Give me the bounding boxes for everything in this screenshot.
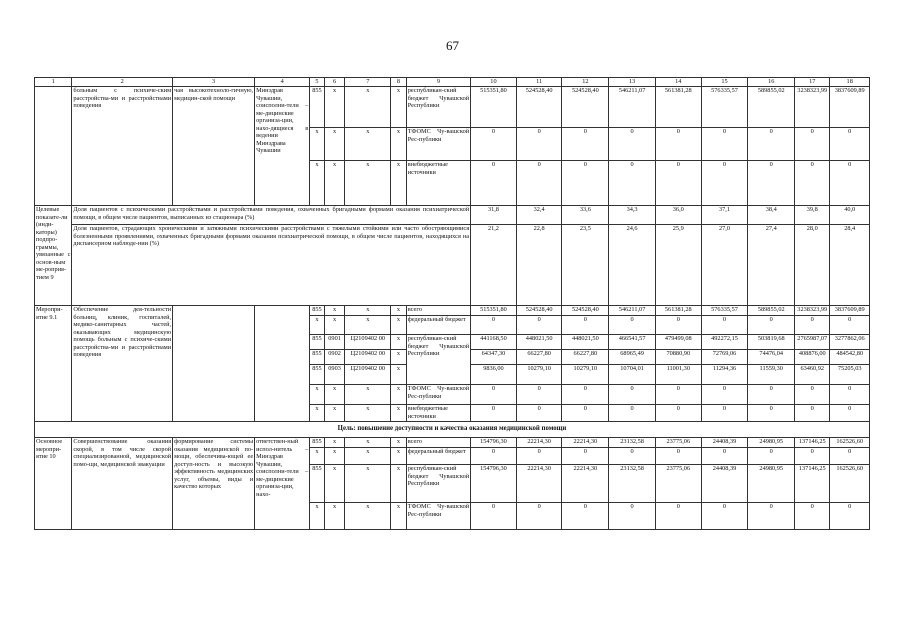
amount-cell: 0 xyxy=(471,161,517,206)
empty-cell xyxy=(173,306,255,422)
amount-cell: 23775,06 xyxy=(655,438,701,448)
goal-heading: Цель: повышение доступности и качества оказания медицинской помощи xyxy=(35,422,870,438)
amount-cell: 0 xyxy=(471,503,517,530)
code-cell: х xyxy=(345,87,391,128)
amount-cell: 0 xyxy=(471,385,517,405)
code-cell: х xyxy=(345,438,391,448)
amount-cell: 0 xyxy=(655,385,701,405)
indicator-value: 28,4 xyxy=(830,225,870,306)
amount-cell: 3277862,06 xyxy=(830,335,870,350)
page-number: 67 xyxy=(446,38,459,53)
code-cell: х xyxy=(345,128,391,161)
code-cell: х xyxy=(391,87,407,128)
source-cell: всего xyxy=(406,438,470,448)
code-cell: 855 xyxy=(310,465,325,503)
code-cell: х xyxy=(345,465,391,503)
amount-cell: 162526,60 xyxy=(830,465,870,503)
indicator-value: 31,8 xyxy=(471,206,517,225)
amount-cell: 524528,40 xyxy=(562,306,609,316)
code-cell: х xyxy=(310,448,325,465)
indicator-row xyxy=(35,225,870,306)
code-cell: х xyxy=(310,503,325,530)
code-cell: х xyxy=(345,385,391,405)
column-header: 10 xyxy=(471,78,517,87)
amount-cell: 0 xyxy=(609,161,656,206)
amount-cell: 0 xyxy=(516,405,562,422)
code-cell: х xyxy=(324,448,345,465)
table-row xyxy=(35,438,870,448)
code-cell: х xyxy=(345,405,391,422)
amount-cell: 0 xyxy=(701,161,748,206)
amount-cell: 2765987,07 xyxy=(795,335,830,350)
amount-cell: 137146,25 xyxy=(795,465,830,503)
amount-cell: 0 xyxy=(516,128,562,161)
column-header: 9 xyxy=(406,78,470,87)
measure-name: Обеспечение дея-тельности больниц, клиник, госпиталей, медико-санитарных частей, оказывающих медицинскую помощь больным с психиче-скими расстройства-ми и расстройствами поведения xyxy=(72,306,173,422)
code-cell: 855 xyxy=(310,438,325,448)
amount-cell: 3837609,89 xyxy=(830,87,870,128)
measure-name: Совершенствование оказания скорой, в том числе скорой специализированной, медицинской помо-щи, медицинской эвакуации xyxy=(72,438,173,530)
indicator-value: 21,2 xyxy=(471,225,517,306)
code-cell: х xyxy=(324,405,345,422)
measure-goal: чая высокотехноло-гичную, медицин-ской помощи xyxy=(173,87,255,206)
amount-cell: 0 xyxy=(795,448,830,465)
amount-cell: 0 xyxy=(701,385,748,405)
code-cell: 0903 xyxy=(324,365,345,385)
amount-cell: 0 xyxy=(748,128,795,161)
column-header: 15 xyxy=(701,78,748,87)
indicator-value: 28,0 xyxy=(795,225,830,306)
amount-cell: 22214,30 xyxy=(562,438,609,448)
code-cell: 855 xyxy=(310,335,325,350)
code-cell: х xyxy=(391,128,407,161)
amount-cell: 589855,02 xyxy=(748,306,795,316)
measure-name: больным с психиче-ским расстройства-ми и расстройствами поведения xyxy=(72,87,173,206)
indicator-value: 33,6 xyxy=(562,206,609,225)
amount-cell: 0 xyxy=(562,385,609,405)
code-cell: х xyxy=(345,316,391,335)
amount-cell: 66227,80 xyxy=(516,350,562,365)
amount-cell: 0 xyxy=(562,161,609,206)
amount-cell: 22214,30 xyxy=(516,438,562,448)
amount-cell: 546211,07 xyxy=(609,87,656,128)
indicator-text: Доля пациентов с психическими расстройствами и расстройствами поведения, охваченных бригадными формами оказания психиатрической помощи, в общем числе пациентов, выписанных из стационара (%) xyxy=(72,206,471,225)
amount-cell: 515351,80 xyxy=(471,306,517,316)
source-cell: федеральный бюджет xyxy=(406,448,470,465)
code-cell: х xyxy=(391,405,407,422)
header-row xyxy=(35,78,870,87)
code-cell: х xyxy=(324,385,345,405)
amount-cell: 0 xyxy=(655,316,701,335)
measure-label: Основное меропри-ятие 10 xyxy=(35,438,72,530)
amount-cell: 154796,30 xyxy=(471,438,517,448)
code-cell: х xyxy=(310,128,325,161)
amount-cell: 0 xyxy=(609,448,656,465)
source-cell: всего xyxy=(406,306,470,316)
executor-cell: ответствен-ный испол-нитель – Минздрав Чувашии, соисполни-тели – ме-дицинские организа-ции, нахо- xyxy=(255,438,310,530)
amount-cell: 0 xyxy=(748,316,795,335)
column-header: 16 xyxy=(748,78,795,87)
indicator-value: 39,8 xyxy=(795,206,830,225)
code-cell: х xyxy=(310,161,325,206)
table-row xyxy=(35,87,870,128)
amount-cell: 0 xyxy=(471,448,517,465)
amount-cell: 576335,57 xyxy=(701,306,748,316)
code-cell: 855 xyxy=(310,306,325,316)
amount-cell: 546211,07 xyxy=(609,306,656,316)
indicator-value: 23,5 xyxy=(562,225,609,306)
amount-cell: 0 xyxy=(516,503,562,530)
source-cell: республикан-ский бюджет Чувашской Республики xyxy=(406,465,470,503)
code-cell: 855 xyxy=(310,350,325,365)
amount-cell: 11294,36 xyxy=(701,365,748,385)
amount-cell: 72769,06 xyxy=(701,350,748,365)
amount-cell: 0 xyxy=(655,448,701,465)
code-cell: х xyxy=(324,306,345,316)
amount-cell: 0 xyxy=(830,161,870,206)
amount-cell: 524528,40 xyxy=(562,87,609,128)
amount-cell: 24980,95 xyxy=(748,438,795,448)
amount-cell: 0 xyxy=(516,161,562,206)
amount-cell: 0 xyxy=(655,161,701,206)
amount-cell: 0 xyxy=(655,503,701,530)
indicator-value: 38,4 xyxy=(748,206,795,225)
source-cell: ТФОМС Чу-вашской Рес-публики xyxy=(406,503,470,530)
amount-cell: 11559,30 xyxy=(748,365,795,385)
amount-cell: 10704,01 xyxy=(609,365,656,385)
amount-cell: 0 xyxy=(609,385,656,405)
amount-cell: 0 xyxy=(795,316,830,335)
code-cell: х xyxy=(324,87,345,128)
code-cell: х xyxy=(324,438,345,448)
code-cell: х xyxy=(391,365,407,385)
amount-cell: 561381,28 xyxy=(655,306,701,316)
amount-cell: 466541,57 xyxy=(609,335,656,350)
amount-cell: 0 xyxy=(701,316,748,335)
amount-cell: 0 xyxy=(795,385,830,405)
empty-cell xyxy=(35,87,72,206)
amount-cell: 515351,80 xyxy=(471,87,517,128)
amount-cell: 524528,40 xyxy=(516,306,562,316)
column-header: 6 xyxy=(324,78,345,87)
amount-cell: 589855,02 xyxy=(748,87,795,128)
amount-cell: 68965,49 xyxy=(609,350,656,365)
amount-cell: 448021,50 xyxy=(516,335,562,350)
column-header: 2 xyxy=(72,78,173,87)
amount-cell: 0 xyxy=(795,405,830,422)
source-cell: ТФОМС Чу-вашской Рес-публики xyxy=(406,385,470,405)
amount-cell: 63460,92 xyxy=(795,365,830,385)
code-cell: Ц2109402 00 xyxy=(345,350,391,365)
code-cell: х xyxy=(391,385,407,405)
amount-cell: 3238323,99 xyxy=(795,87,830,128)
code-cell: х xyxy=(324,465,345,503)
amount-cell: 0 xyxy=(830,503,870,530)
amount-cell: 561381,28 xyxy=(655,87,701,128)
code-cell: х xyxy=(391,503,407,530)
column-header: 7 xyxy=(345,78,391,87)
amount-cell: 0 xyxy=(609,503,656,530)
amount-cell: 0 xyxy=(516,316,562,335)
indicator-value: 32,4 xyxy=(516,206,562,225)
source-cell: федеральный бюджет xyxy=(406,316,470,335)
column-header: 5 xyxy=(310,78,325,87)
indicator-text: Доля пациентов, страдающих хроническими и затяжными психическими расстройствами с тяжелыми стойкими или часто обостряющимися болезненными проявлениями, охваченных бригадными формами оказания психиатрической помощи, в общем числе пациентов, находящихся на диспансерном наблюде-нии (%) xyxy=(72,225,471,306)
source-cell: республикан-ский бюджет Чувашской Республики xyxy=(406,335,470,385)
code-cell: х xyxy=(391,161,407,206)
amount-cell: 0 xyxy=(516,385,562,405)
amount-cell: 0 xyxy=(748,448,795,465)
column-header: 3 xyxy=(173,78,255,87)
indicator-value: 40,0 xyxy=(830,206,870,225)
amount-cell: 484542,80 xyxy=(830,350,870,365)
indicator-value: 22,8 xyxy=(516,225,562,306)
amount-cell: 10279,10 xyxy=(516,365,562,385)
code-cell: х xyxy=(391,316,407,335)
amount-cell: 162526,60 xyxy=(830,438,870,448)
column-header: 11 xyxy=(516,78,562,87)
amount-cell: 23132,58 xyxy=(609,438,656,448)
executor-cell: Минздрав Чувашии, соисполни-тели – ме-дицинские организа-ции, нахо-дящиеся в ведении Минздрава Чувашии xyxy=(255,87,310,206)
code-cell: х xyxy=(310,405,325,422)
goal-row xyxy=(35,422,870,438)
table-row xyxy=(35,306,870,316)
amount-cell: 0 xyxy=(830,128,870,161)
amount-cell: 0 xyxy=(609,128,656,161)
amount-cell: 9836,00 xyxy=(471,365,517,385)
amount-cell: 74476,04 xyxy=(748,350,795,365)
indicator-value: 36,0 xyxy=(655,206,701,225)
amount-cell: 0 xyxy=(830,385,870,405)
amount-cell: 576335,57 xyxy=(701,87,748,128)
code-cell: х xyxy=(324,161,345,206)
amount-cell: 0 xyxy=(701,405,748,422)
amount-cell: 408876,00 xyxy=(795,350,830,365)
column-header: 18 xyxy=(830,78,870,87)
code-cell: х xyxy=(310,316,325,335)
amount-cell: 0 xyxy=(830,448,870,465)
indicator-value: 34,3 xyxy=(609,206,656,225)
amount-cell: 24408,39 xyxy=(701,465,748,503)
amount-cell: 11001,30 xyxy=(655,365,701,385)
amount-cell: 0 xyxy=(795,503,830,530)
amount-cell: 492272,15 xyxy=(701,335,748,350)
code-cell: х xyxy=(345,161,391,206)
code-cell: х xyxy=(345,448,391,465)
target-label: Целевые показате-ли (инди-каторы) подпро-граммы, увязанные с основ-ным ме-роприя-тием 9 xyxy=(35,206,72,306)
amount-cell: 0 xyxy=(795,161,830,206)
amount-cell: 0 xyxy=(471,316,517,335)
amount-cell: 0 xyxy=(830,316,870,335)
code-cell: х xyxy=(391,350,407,365)
amount-cell: 0 xyxy=(795,128,830,161)
empty-cell xyxy=(255,306,310,422)
amount-cell: 0 xyxy=(701,448,748,465)
column-header: 1 xyxy=(35,78,72,87)
column-header: 13 xyxy=(609,78,656,87)
amount-cell: 0 xyxy=(701,503,748,530)
indicator-row xyxy=(35,206,870,225)
amount-cell: 23132,58 xyxy=(609,465,656,503)
amount-cell: 3837609,89 xyxy=(830,306,870,316)
source-cell: внебюджетные источники xyxy=(406,405,470,422)
amount-cell: 0 xyxy=(562,316,609,335)
amount-cell: 10279,10 xyxy=(562,365,609,385)
amount-cell: 0 xyxy=(562,405,609,422)
indicator-value: 27,0 xyxy=(701,225,748,306)
amount-cell: 64347,30 xyxy=(471,350,517,365)
code-cell: х xyxy=(324,503,345,530)
code-cell: 855 xyxy=(310,365,325,385)
code-cell: 0901 xyxy=(324,335,345,350)
code-cell: х xyxy=(324,316,345,335)
amount-cell: 503819,68 xyxy=(748,335,795,350)
code-cell: х xyxy=(391,448,407,465)
indicator-value: 27,4 xyxy=(748,225,795,306)
amount-cell: 154796,30 xyxy=(471,465,517,503)
amount-cell: 0 xyxy=(562,448,609,465)
amount-cell: 524528,40 xyxy=(516,87,562,128)
column-header: 17 xyxy=(795,78,830,87)
amount-cell: 0 xyxy=(655,128,701,161)
amount-cell: 0 xyxy=(830,405,870,422)
code-cell: х xyxy=(391,335,407,350)
amount-cell: 22214,30 xyxy=(516,465,562,503)
column-header: 4 xyxy=(255,78,310,87)
amount-cell: 479499,08 xyxy=(655,335,701,350)
code-cell: х xyxy=(391,306,407,316)
code-cell: 855 xyxy=(310,87,325,128)
amount-cell: 0 xyxy=(748,503,795,530)
amount-cell: 0 xyxy=(562,503,609,530)
amount-cell: 0 xyxy=(609,405,656,422)
source-cell: внебюджетные источники xyxy=(406,161,470,206)
budget-table xyxy=(34,77,870,530)
source-cell: ТФОМС Чу-вашской Рес-публики xyxy=(406,128,470,161)
code-cell: Ц2109402 00 xyxy=(345,335,391,350)
amount-cell: 0 xyxy=(655,405,701,422)
amount-cell: 0 xyxy=(609,316,656,335)
amount-cell: 441168,50 xyxy=(471,335,517,350)
column-header: 12 xyxy=(562,78,609,87)
amount-cell: 0 xyxy=(471,405,517,422)
amount-cell: 137146,25 xyxy=(795,438,830,448)
amount-cell: 0 xyxy=(471,128,517,161)
measure-label: Меропри-ятие 9.1 xyxy=(35,306,72,422)
code-cell: х xyxy=(391,438,407,448)
amount-cell: 448021,50 xyxy=(562,335,609,350)
amount-cell: 66227,80 xyxy=(562,350,609,365)
indicator-value: 25,9 xyxy=(655,225,701,306)
amount-cell: 0 xyxy=(748,161,795,206)
code-cell: х xyxy=(345,503,391,530)
indicator-value: 37,1 xyxy=(701,206,748,225)
amount-cell: 24408,39 xyxy=(701,438,748,448)
amount-cell: 0 xyxy=(748,405,795,422)
amount-cell: 22214,30 xyxy=(562,465,609,503)
code-cell: х xyxy=(391,465,407,503)
amount-cell: 3238323,99 xyxy=(795,306,830,316)
amount-cell: 0 xyxy=(562,128,609,161)
amount-cell: 0 xyxy=(701,128,748,161)
amount-cell: 23775,06 xyxy=(655,465,701,503)
amount-cell: 24980,95 xyxy=(748,465,795,503)
indicator-value: 24,6 xyxy=(609,225,656,306)
amount-cell: 75205,03 xyxy=(830,365,870,385)
amount-cell: 70880,90 xyxy=(655,350,701,365)
code-cell: х xyxy=(310,385,325,405)
measure-goal: формирование системы оказания медицинской по-мощи, обеспечива-ющей ее доступ-ность и высокую эффективность медицинских услуг, объемы, виды и качество которых xyxy=(173,438,255,530)
source-cell: республикан-ский бюджет Чувашской Республики xyxy=(406,87,470,128)
code-cell: х xyxy=(324,128,345,161)
code-cell: 0902 xyxy=(324,350,345,365)
code-cell: х xyxy=(345,306,391,316)
column-header: 14 xyxy=(655,78,701,87)
amount-cell: 0 xyxy=(516,448,562,465)
code-cell: Ц2109402 00 xyxy=(345,365,391,385)
amount-cell: 0 xyxy=(748,385,795,405)
column-header: 8 xyxy=(391,78,407,87)
